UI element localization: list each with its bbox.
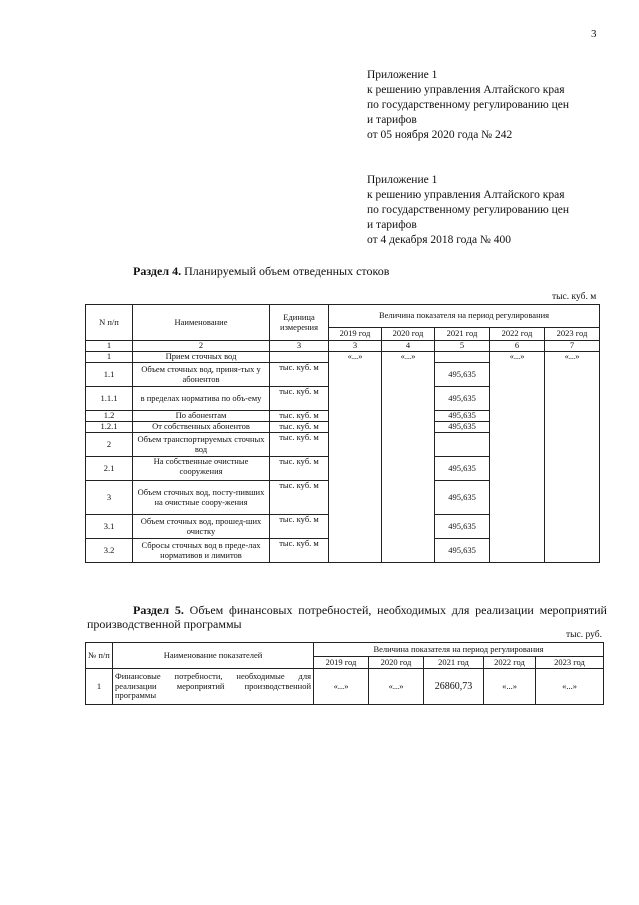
value-2022: «...» xyxy=(490,352,545,563)
header-name: Наименование xyxy=(133,305,270,341)
row-num: 3.1 xyxy=(86,515,133,539)
value-2023: «...» xyxy=(545,352,600,563)
appendix-line: и тарифов xyxy=(367,114,417,126)
value-2021: 495,635 xyxy=(435,515,490,539)
value-2021: 26860,73 xyxy=(424,669,484,705)
row-num: 2.1 xyxy=(86,457,133,481)
row-name: Прием сточных вод xyxy=(133,352,270,363)
row-name: Объем сточных вод, посту-пивших на очистные соору-жения xyxy=(133,481,270,515)
section5-heading xyxy=(87,603,607,631)
row-num: 3 xyxy=(86,481,133,515)
row-name: Объем сточных вод, прошед-ших очистку xyxy=(133,515,270,539)
col-number: 6 xyxy=(490,341,545,352)
header-year: 2019 год xyxy=(314,657,369,669)
appendix-line: Приложение 1 xyxy=(367,69,438,81)
section4-label: Раздел 4. xyxy=(133,264,182,278)
value-2021: 495,635 xyxy=(435,422,490,433)
value-2020: «...» xyxy=(382,352,435,563)
row-num: 2 xyxy=(86,433,133,457)
row-unit: тыс. куб. м xyxy=(270,387,329,411)
header-period: Величина показателя на период регулирования xyxy=(314,643,604,657)
col-number: 2 xyxy=(133,341,270,352)
row-num: 1.2 xyxy=(86,411,133,422)
header-year: 2022 год xyxy=(490,328,545,341)
section4-title: Планируемый объем отведенных стоков xyxy=(184,264,390,278)
value-2022: «...» xyxy=(484,669,536,705)
section4-heading xyxy=(133,264,389,279)
header-year: 2023 год xyxy=(545,328,600,341)
header-period: Величина показателя на период регулирования xyxy=(329,305,600,328)
row-unit xyxy=(270,352,329,363)
appendix-line: Приложение 1 xyxy=(367,174,438,186)
section5-unit: тыс. руб. xyxy=(566,630,602,640)
col-number: 1 xyxy=(86,341,133,352)
value-2019: «...» xyxy=(314,669,369,705)
header-year: 2020 год xyxy=(369,657,424,669)
header-year: 2020 год xyxy=(382,328,435,341)
appendix-header-original xyxy=(367,173,569,248)
section4-unit: тыс. куб. м xyxy=(552,292,597,302)
row-num: 1 xyxy=(86,669,113,705)
row-name: По абонентам xyxy=(133,411,270,422)
value-2023: «...» xyxy=(536,669,604,705)
value-2019: «...» xyxy=(329,352,382,563)
section5-table xyxy=(85,642,604,705)
row-num: 1 xyxy=(86,352,133,363)
value-2021: 495,635 xyxy=(435,411,490,422)
row-name: Финансовые потребности, необходимые для реализации мероприятий производственной программы xyxy=(113,669,314,705)
value-2021: 495,635 xyxy=(435,539,490,563)
page-number: 3 xyxy=(591,28,597,40)
value-2021 xyxy=(435,352,490,363)
header-num: N п/п xyxy=(86,305,133,341)
row-name: Сбросы сточных вод в преде-лах нормативов и лимитов xyxy=(133,539,270,563)
row-name: Объем транспортируемых сточных вод xyxy=(133,433,270,457)
value-2021: 495,635 xyxy=(435,457,490,481)
header-year: 2021 год xyxy=(435,328,490,341)
row-num: 1.1 xyxy=(86,363,133,387)
table-row xyxy=(86,352,600,363)
appendix-line: к решению управления Алтайского края xyxy=(367,84,565,96)
row-num: 1.1.1 xyxy=(86,387,133,411)
row-unit: тыс. куб. м xyxy=(270,422,329,433)
col-number: 7 xyxy=(545,341,600,352)
row-unit: тыс. куб. м xyxy=(270,481,329,515)
section5-label: Раздел 5. xyxy=(133,603,184,617)
col-number: 5 xyxy=(435,341,490,352)
section4-table xyxy=(85,304,600,563)
col-number: 4 xyxy=(382,341,435,352)
row-unit: тыс. куб. м xyxy=(270,433,329,457)
row-unit: тыс. куб. м xyxy=(270,539,329,563)
table-row xyxy=(86,669,604,705)
header-num: № п/п xyxy=(86,643,113,669)
row-num: 3.2 xyxy=(86,539,133,563)
row-unit: тыс. куб. м xyxy=(270,457,329,481)
appendix-line: по государственному регулированию цен xyxy=(367,204,570,216)
row-unit: тыс. куб. м xyxy=(270,363,329,387)
row-name: На собственные очистные сооружения xyxy=(133,457,270,481)
header-name: Наименование показателей xyxy=(113,643,314,669)
appendix-line: и тарифов xyxy=(367,219,417,231)
header-year: 2021 год xyxy=(424,657,484,669)
row-name: Объем сточных вод, приня-тых у абонентов xyxy=(133,363,270,387)
appendix-header-current xyxy=(367,68,569,143)
header-unit: Единица измерения xyxy=(270,305,329,341)
value-2021 xyxy=(435,433,490,457)
row-name: От собственных абонентов xyxy=(133,422,270,433)
header-year: 2022 год xyxy=(484,657,536,669)
value-2021: 495,635 xyxy=(435,363,490,387)
value-2021: 495,635 xyxy=(435,387,490,411)
value-2021: 495,635 xyxy=(435,481,490,515)
row-name: в пределах норматива по объ-ему xyxy=(133,387,270,411)
row-unit: тыс. куб. м xyxy=(270,515,329,539)
appendix-line: к решению управления Алтайского края xyxy=(367,189,565,201)
appendix-line: от 05 ноября 2020 года № 242 xyxy=(367,129,513,141)
col-number: 3 xyxy=(270,341,329,352)
row-unit: тыс. куб. м xyxy=(270,411,329,422)
appendix-line: от 4 декабря 2018 года № 400 xyxy=(367,234,512,246)
col-number: 3 xyxy=(329,341,382,352)
row-num: 1.2.1 xyxy=(86,422,133,433)
header-year: 2019 год xyxy=(329,328,382,341)
section5-title: Объем финансовых потребностей, необходимых для реализации мероприятий производственной программы xyxy=(87,603,607,631)
appendix-line: по государственному регулированию цен xyxy=(367,99,570,111)
header-year: 2023 год xyxy=(536,657,604,669)
value-2020: «...» xyxy=(369,669,424,705)
